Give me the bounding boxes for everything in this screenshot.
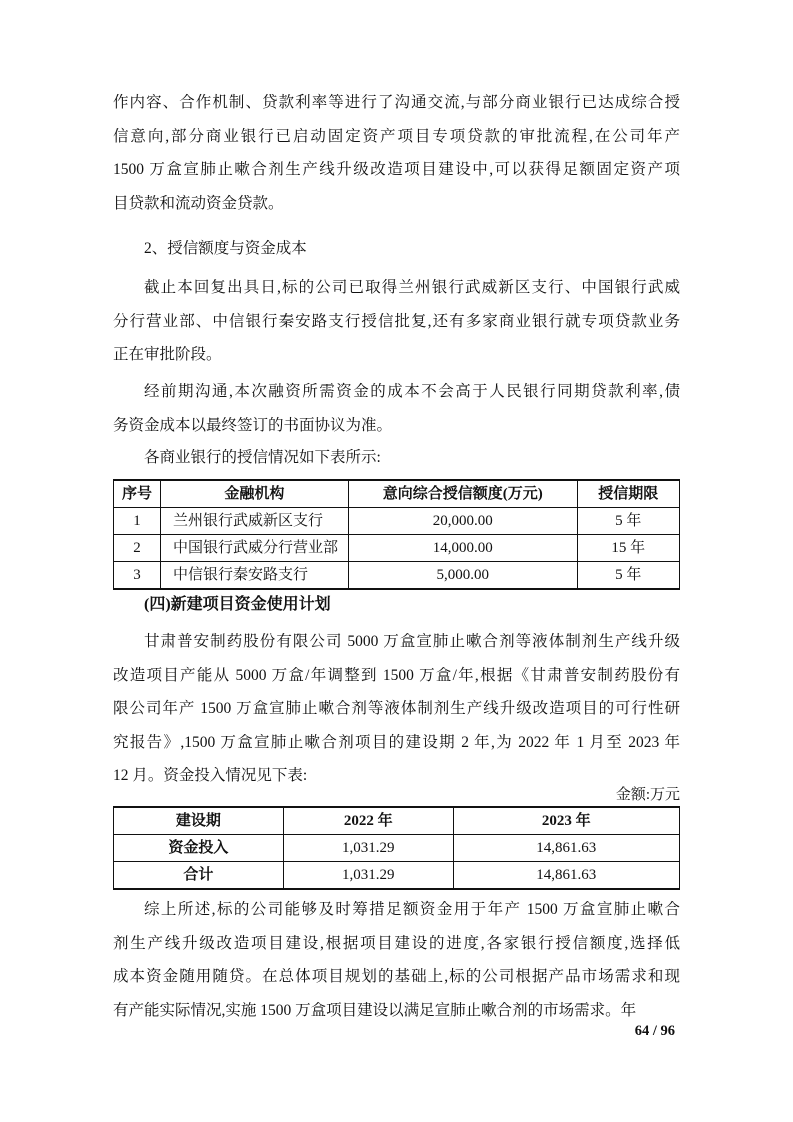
table-cell: 14,861.63 [453, 835, 679, 862]
credit-table-lead-in: 各商业银行的授信情况如下表所示: [144, 449, 381, 466]
table-row [114, 508, 680, 535]
table-row [114, 562, 680, 590]
table-cell: 合计 [114, 862, 284, 890]
table-cell: 15 年 [577, 535, 679, 562]
table-header-row [114, 807, 680, 835]
table-cell: 中信银行秦安路支行 [160, 562, 348, 590]
table-cell: 1,031.29 [283, 862, 453, 890]
paragraph-credit-status [113, 271, 680, 372]
table-cell: 14,861.63 [453, 862, 679, 890]
bank-credit-table [113, 479, 680, 590]
paragraph-funding-cost [113, 375, 680, 442]
table-cell: 14,000.00 [348, 535, 577, 562]
text-line: 信意向,部分商业银行已启动固定资产项目专项贷款的审批流程,在公司年产 [113, 127, 680, 145]
table-header-cell: 金融机构 [160, 480, 348, 508]
table-cell: 中国银行武威分行营业部 [160, 535, 348, 562]
text-line: 改造项目产能从 5000 万盒/年调整到 1500 万盒/年,根据《甘肃普安制药股份有 [113, 666, 680, 684]
table-header-cell: 意向综合授信额度(万元) [348, 480, 577, 508]
table-cell: 1 [114, 508, 161, 535]
investment-table [113, 806, 680, 890]
text-line: 正在审批阶段。 [113, 346, 222, 363]
table-cell: 2 [114, 535, 161, 562]
text-line: 务资金成本以最终签订的书面协议为准。 [113, 416, 393, 434]
text-line: 经前期沟通,本次融资所需资金的成本不会高于人民银行同期贷款利率,债 [144, 383, 680, 400]
text-line: 究报告》,1500 万盒宣肺止嗽合剂项目的建设期 2 年,为 2022 年 1 月至 2023 年 [113, 733, 680, 751]
text-line: 甘肃普安制药股份有限公司 5000 万盒宣肺止嗽合剂等液体制剂生产线升级 [144, 633, 680, 650]
table-cell: 3 [114, 562, 161, 590]
paragraph-summary [113, 893, 680, 1027]
text-line: 1500 万盒宣肺止嗽合剂生产线升级改造项目建设中,可以获得足额固定资产项 [113, 161, 680, 178]
table-header-cell: 序号 [114, 480, 161, 508]
table-header-row [114, 480, 680, 508]
table-cell: 5,000.00 [348, 562, 577, 590]
table-header-cell: 2023 年 [453, 807, 679, 835]
paragraph-project-description [113, 625, 680, 793]
text-line: 作内容、合作机制、贷款利率等进行了沟通交流,与部分商业银行已达成综合授 [113, 94, 680, 111]
text-line: 成本资金随用随贷。在总体项目规划的基础上,标的公司根据产品市场需求和现 [113, 968, 680, 985]
text-line: 限公司年产 1500 万盒宣肺止嗽合剂等液体制剂生产线升级改造项目的可行性研 [113, 700, 680, 717]
text-line: 截止本回复出具日,标的公司已取得兰州银行武威新区支行、中国银行武威 [144, 279, 680, 296]
table-row [114, 835, 680, 862]
table-cell: 兰州银行武威新区支行 [160, 508, 348, 535]
table-row [114, 862, 680, 890]
table-unit-note: 金额:万元 [615, 787, 680, 803]
text-line: 分行营业部、中信银行秦安路支行授信批复,还有多家商业银行就专项贷款业务 [113, 312, 680, 330]
text-line: 有产能实际情况,实施 1500 万盒项目建设以满足宣肺止嗽合剂的市场需求。年 [113, 1001, 637, 1019]
table-row [114, 535, 680, 562]
table-cell: 资金投入 [114, 835, 284, 862]
paragraph-continuation [113, 86, 680, 220]
text-line: 剂生产线升级改造项目建设,根据项目建设的进度,各家银行授信额度,选择低 [113, 934, 680, 952]
text-line: 综上所述,标的公司能够及时筹措足额资金用于年产 1500 万盒宣肺止嗽合 [144, 901, 680, 918]
table-header-cell: 建设期 [114, 807, 284, 835]
table-header-cell: 2022 年 [283, 807, 453, 835]
table-cell: 1,031.29 [283, 835, 453, 862]
table-header-cell: 授信期限 [577, 480, 679, 508]
text-line: 12 月。资金投入情况见下表: [113, 767, 308, 784]
table-cell: 20,000.00 [348, 508, 577, 535]
table-cell: 5 年 [577, 562, 679, 590]
section-heading-new-project-plan: (四)新建项目资金使用计划 [144, 596, 331, 613]
section-heading-credit-limit: 2、授信额度与资金成本 [144, 240, 307, 257]
text-line: 目贷款和流动资金贷款。 [113, 194, 284, 212]
page-number: 64 / 96 [634, 1023, 675, 1039]
table-cell: 5 年 [577, 508, 679, 535]
